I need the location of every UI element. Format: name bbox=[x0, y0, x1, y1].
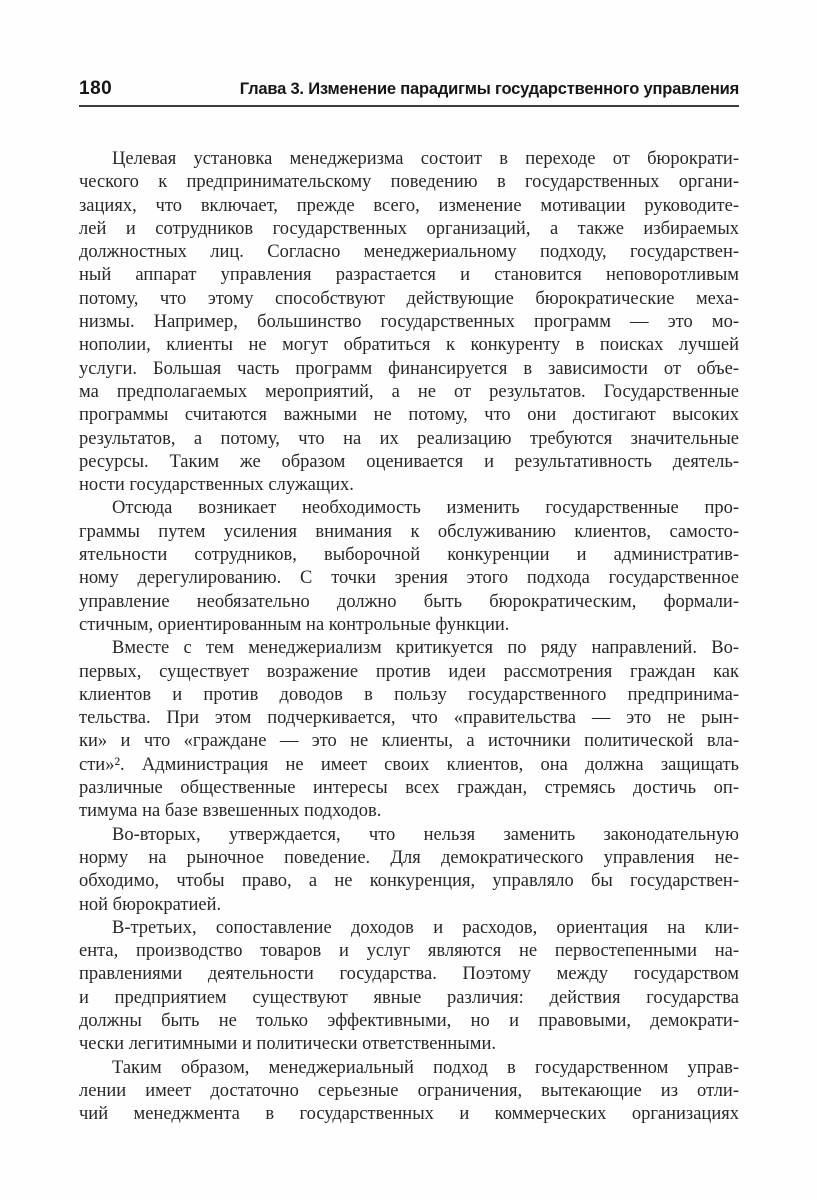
text-line: зациях, что включает, прежде всего, изменение мотивации руководите- bbox=[79, 195, 739, 216]
text-line: клиентов и против доводов в пользу государственного предпринима- bbox=[79, 684, 739, 705]
text-line: управление необязательно должно быть бюрократическим, формали- bbox=[79, 591, 739, 612]
text-line: сти»². Администрация не имеет своих клиентов, она должна защищать bbox=[79, 754, 739, 775]
text-line: Во-вторых, утверждается, что нельзя заменить законодательную bbox=[112, 824, 739, 845]
text-line: различные общественные интересы всех граждан, стремясь достичь оп- bbox=[79, 778, 739, 799]
text-line: программы считаются важными не потому, что они достигают высоких bbox=[79, 405, 739, 426]
text-line: ной бюрократией. bbox=[79, 894, 222, 915]
text-line: Вместе с тем менеджериализм критикуется по ряду направлений. Во- bbox=[112, 638, 739, 659]
text-line: ки» и что «граждане — это не клиенты, а источники политической вла- bbox=[79, 731, 739, 752]
text-line: потому, что этому способствуют действующие бюрократические меха- bbox=[79, 288, 739, 309]
page-header bbox=[79, 78, 739, 100]
text-line: Таким образом, менеджериальный подход в государственном управ- bbox=[112, 1057, 739, 1078]
text-line: лении имеет достаточно серьезные ограничения, вытекающие из отли- bbox=[79, 1080, 739, 1101]
text-line: тельства. При этом подчеркивается, что «правительства — это не рын- bbox=[79, 708, 739, 729]
chapter-title: Глава 3. Изменение парадигмы государственного управления bbox=[239, 80, 739, 98]
text-line: результатов, а потому, что на их реализацию требуются значительные bbox=[79, 428, 739, 449]
text-line: ному дерегулированию. С точки зрения этого подхода государственное bbox=[79, 568, 739, 589]
text-line: обходимо, чтобы право, а не конкуренция, управляло бы государствен- bbox=[79, 871, 739, 892]
text-line: должны быть не только эффективными, но и правовыми, демократи- bbox=[79, 1010, 739, 1031]
text-line: лей и сотрудников государственных организаций, а также избираемых bbox=[79, 218, 739, 239]
text-line: низмы. Например, большинство государственных программ — это мо- bbox=[79, 312, 739, 333]
text-line: норму на рыночное поведение. Для демократического управления не- bbox=[79, 847, 739, 868]
text-line: тимума на базе взвешенных подходов. bbox=[79, 801, 382, 822]
text-line: Целевая установка менеджеризма состоит в переходе от бюрократи- bbox=[112, 149, 739, 169]
text-line: В-третьих, сопоставление доходов и расходов, ориентация на кли- bbox=[112, 917, 739, 938]
text-line: ма предполагаемых мероприятий, а не от результатов. Государственные bbox=[79, 381, 739, 402]
text-line: услуги. Большая часть программ финансируется в зависимости от объе- bbox=[79, 358, 739, 379]
text-line: чески легитимными и политически ответственными. bbox=[79, 1034, 496, 1055]
text-line: ресурсы. Таким же образом оценивается и результативность деятель- bbox=[79, 451, 739, 472]
text-line: ный аппарат управления разрастается и становится неповоротливым bbox=[79, 265, 739, 286]
text-line: Отсюда возникает необходимость изменить государственные про- bbox=[112, 498, 739, 519]
text-line: чий менеджмента в государственных и коммерческих организациях bbox=[79, 1104, 739, 1125]
text-line: ента, производство товаров и услуг являются не первостепенными на- bbox=[79, 941, 739, 962]
text-line: и предприятием существуют явные различия: действия государства bbox=[79, 987, 739, 1008]
text-line: стичным, ориентированным на контрольные функции. bbox=[79, 614, 510, 635]
text-line: первых, существует возражение против идеи рассмотрения граждан как bbox=[79, 661, 739, 682]
page-number: 180 bbox=[79, 78, 113, 99]
text-line: граммы путем усиления внимания к обслуживанию клиентов, самосто- bbox=[79, 521, 739, 542]
text-line: нополии, клиенты не могут обратиться к конкуренту в поисках лучшей bbox=[79, 335, 739, 356]
text-line: ческого к предпринимательскому поведению в государственных органи- bbox=[79, 172, 739, 193]
header-rule bbox=[79, 105, 739, 107]
text-line: ятельности сотрудников, выборочной конкуренции и административ- bbox=[79, 545, 739, 566]
text-line: должностных лиц. Согласно менеджериальному подходу, государствен- bbox=[79, 242, 739, 263]
text-line: правлениями деятельности государства. Поэтому между государством bbox=[79, 964, 739, 985]
body-text bbox=[79, 148, 739, 1126]
text-line: ности государственных служащих. bbox=[79, 475, 354, 496]
